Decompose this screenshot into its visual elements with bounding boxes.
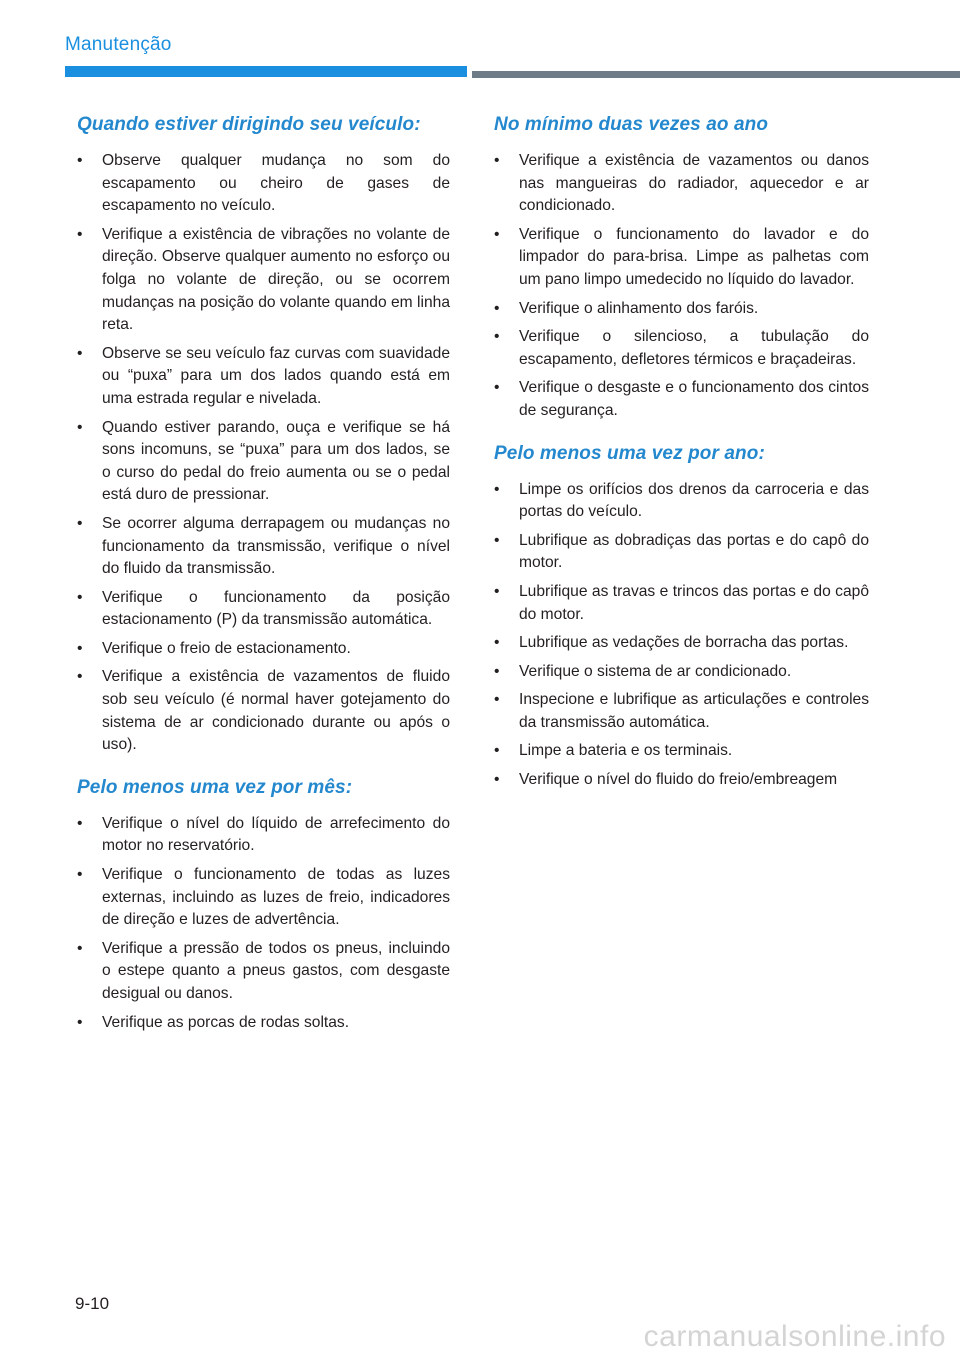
right-column <box>494 112 869 798</box>
bullet-icon: • <box>77 152 83 169</box>
list-item <box>77 638 450 661</box>
list-item <box>494 326 869 371</box>
list-item <box>494 769 869 792</box>
list-item-text: Verifique o sistema de ar condicionado. <box>519 662 792 680</box>
list-item <box>494 150 869 218</box>
list-item <box>494 689 869 734</box>
list-item-text: Verifique o funcionamento da posição estacionamento (P) da transmissão automática. <box>102 588 450 629</box>
bullet-icon: • <box>77 939 83 957</box>
list-item-text: Verifique o nível do fluido do freio/embreagem <box>519 771 838 789</box>
bullet-icon: • <box>77 639 83 657</box>
list-item-text: Verifique o nível do líquido de arrefecimento do motor no reservatório. <box>102 814 450 855</box>
bullet-icon: • <box>494 480 500 498</box>
bullet-icon: • <box>494 152 500 169</box>
list-item-text: Observe se seu veículo faz curvas com suavidade ou “puxa” para um dos lados quando está em uma estrada regular e nivelada. <box>102 344 450 407</box>
list-item <box>77 417 450 507</box>
list-item <box>494 479 869 524</box>
section-title: No mínimo duas vezes ao ano <box>494 114 769 135</box>
bullet-icon: • <box>494 691 500 709</box>
list-item <box>494 530 869 575</box>
list-item-text: Verifique a existência de vibrações no volante de direção. Observe qualquer aumento no esforço ou folga no volante de direção, ou se ocorrem mudanças na posição do volante quando em linha reta. <box>102 225 450 334</box>
list-item-text: Verifique o freio de estacionamento. <box>102 639 351 657</box>
section <box>77 112 450 757</box>
list-item <box>77 938 450 1006</box>
section <box>494 112 869 423</box>
bullet-icon: • <box>494 328 500 346</box>
list-item <box>77 343 450 411</box>
list-item <box>494 632 869 655</box>
bullet-icon: • <box>77 514 83 532</box>
list-item <box>77 224 450 337</box>
list-item-text: Verifique o funcionamento do lavador e do limpador do para-brisa. Limpe as palhetas com um pano limpo umedecido no líquido do lavador. <box>519 225 869 288</box>
list-item <box>494 740 869 763</box>
list-item-text: Verifique o funcionamento de todas as luzes externas, incluindo as luzes de freio, indicadores de direção e luzes de advertência. <box>102 866 450 929</box>
list-item-text: Lubrifique as vedações de borracha das portas. <box>519 634 849 652</box>
header-title: Manutenção <box>65 34 172 55</box>
list-item-text: Se ocorrer alguma derrapagem ou mudanças no funcionamento da transmissão, verifique o nível do fluido da transmissão. <box>102 514 450 578</box>
bullet-icon: • <box>77 814 83 832</box>
list-item-text: Verifique o alinhamento dos faróis. <box>519 299 759 317</box>
header-bar-gray <box>472 71 960 78</box>
list-item-text: Observe qualquer mudança no som do escapamento ou cheiro de gases de escapamento no veículo. <box>102 152 450 215</box>
bullet-icon: • <box>77 225 83 243</box>
page-number: 9-10 <box>75 1294 110 1313</box>
bullet-icon: • <box>494 379 500 397</box>
list-item <box>494 581 869 626</box>
checklist <box>494 479 869 792</box>
section <box>77 775 450 1034</box>
checklist <box>77 150 450 757</box>
list-item <box>77 587 450 632</box>
list-item <box>494 377 869 422</box>
list-item-text: Verifique a existência de vazamentos ou danos nas mangueiras do radiador, aquecedor e ar condicionado. <box>519 152 869 215</box>
bullet-icon: • <box>494 771 500 789</box>
list-item <box>494 298 869 321</box>
list-item-text: Limpe os orifícios dos drenos da carroceria e das portas do veículo. <box>519 480 869 521</box>
bullet-icon: • <box>494 299 500 317</box>
bullet-icon: • <box>77 668 83 686</box>
list-item-text: Limpe a bateria e os terminais. <box>519 742 733 760</box>
list-item-text: Verifique o desgaste e o funcionamento dos cintos de segurança. <box>519 379 869 419</box>
list-item <box>77 1012 450 1035</box>
list-item-text: Verifique a existência de vazamentos de fluido sob seu veículo (é normal haver gotejamento do sistema de ar condicionado durante ou após o uso). <box>102 668 450 754</box>
bullet-icon: • <box>494 225 500 243</box>
section-title: Pelo menos uma vez por ano: <box>494 442 765 464</box>
checklist <box>77 813 450 1034</box>
list-item <box>77 666 450 756</box>
bullet-icon: • <box>77 344 83 362</box>
list-item <box>77 813 450 858</box>
bullet-icon: • <box>494 531 500 549</box>
bullet-icon: • <box>494 662 500 680</box>
bullet-icon: • <box>77 866 83 884</box>
list-item <box>494 224 869 292</box>
watermark: carmanualsonline.info <box>643 1320 946 1353</box>
list-item-text: Lubrifique as travas e trincos das portas e do capô do motor. <box>519 582 869 623</box>
section <box>494 441 869 792</box>
left-column <box>77 112 450 1040</box>
list-item-text: Inspecione e lubrifique as articulações e controles da transmissão automática. <box>519 691 869 731</box>
list-item <box>77 513 450 581</box>
bullet-icon: • <box>77 1013 83 1031</box>
section-title: Quando estiver dirigindo seu veículo: <box>77 114 421 135</box>
bullet-icon: • <box>494 634 500 652</box>
list-item <box>494 661 869 684</box>
bullet-icon: • <box>77 418 83 436</box>
list-item-text: Quando estiver parando, ouça e verifique se há sons incomuns, se “puxa” para um dos lados, se o curso do pedal do freio aumenta ou se o pedal está duro de pressionar. <box>102 418 450 504</box>
list-item-text: Verifique as porcas de rodas soltas. <box>102 1013 350 1031</box>
list-item-text: Verifique a pressão de todos os pneus, incluindo o estepe quanto a pneus gastos, com desgaste desigual ou danos. <box>102 939 450 1002</box>
list-item <box>77 150 450 218</box>
bullet-icon: • <box>77 588 83 606</box>
header-bar-blue <box>65 66 467 77</box>
list-item-text: Lubrifique as dobradiças das portas e do capô do motor. <box>519 531 869 572</box>
list-item-text: Verifique o silencioso, a tubulação do escapamento, defletores térmicos e braçadeiras. <box>519 328 869 368</box>
checklist <box>494 150 869 423</box>
list-item <box>77 864 450 932</box>
bullet-icon: • <box>494 742 500 760</box>
bullet-icon: • <box>494 582 500 600</box>
section-title: Pelo menos uma vez por mês: <box>77 776 353 798</box>
